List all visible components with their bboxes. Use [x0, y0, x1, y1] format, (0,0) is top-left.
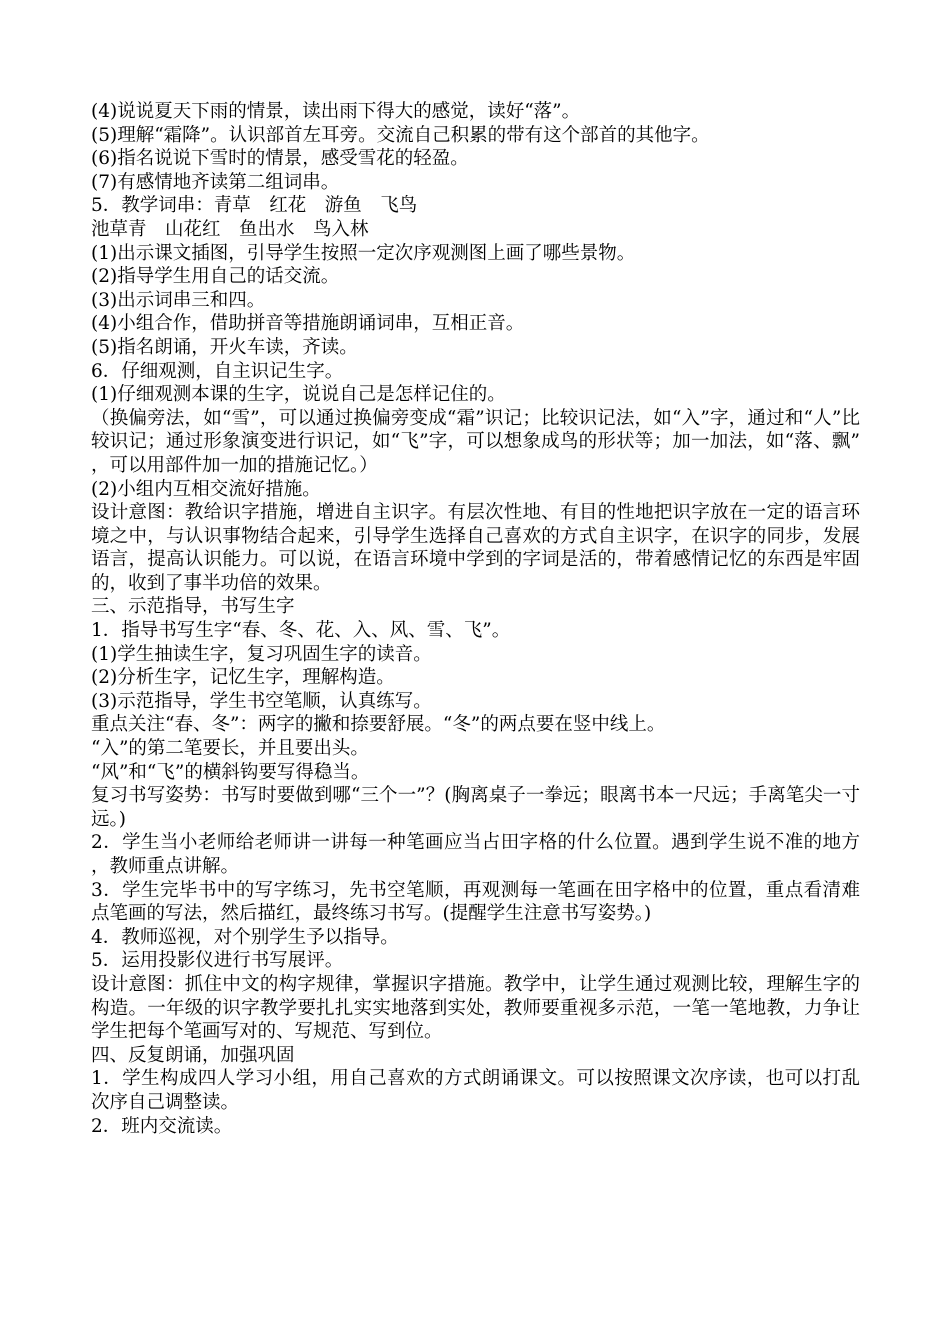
text-line: (2)指导学生用自己的话交流。: [91, 266, 340, 288]
text-line: (1)学生抽读生字，复习巩固生字的读音。: [91, 643, 432, 665]
text-line: 重点关注“春、冬”：两字的撇和捺要舒展。“冬”的两点要在竖中线上。: [91, 714, 666, 736]
design-intent-paragraph: 设计意图：教给识字措施，增进自主识字。有层次性地、有目的性地把识字放在一定的语言环境之中，与认识事物结合起来，引导学生选择自己喜欢的方式自主识字，在识字的同步，发展语言，提高认识能力。可以说，在语言环境中学到的字词是活的，带着感情记忆的东西是牢固的，收到了事半功倍的效果。: [91, 502, 860, 594]
section-heading: 四、反复朗诵，加强巩固: [91, 1044, 295, 1066]
text-line: “入”的第二笔要长，并且要出头。: [91, 738, 369, 760]
design-intent-paragraph: 设计意图：抓住中文的构字规律，掌握识字措施。教学中，让学生通过观测比较，理解生字的构造。一年级的识字教学要扎扎实实地落到实处，教师要重视多示范，一笔一笔地教，力争让学生把每个笔画写对的、写规范、写到位。: [91, 973, 860, 1043]
text-line: (3)出示词串三和四。: [91, 289, 266, 311]
practice-paragraph: 3．学生完毕书中的写字练习，先书空笔顺，再观测每一笔画在田字格中的位置，重点看清难点笔画的写法，然后描红，最终练习书写。(提醒学生注意书写姿势。): [91, 879, 860, 925]
document-page: [91, 100, 860, 1138]
groups-paragraph: 1．学生构成四人学习小组，用自己喜欢的方式朗诵课文。可以按照课文次序读，也可以打乱次序自己调整读。: [91, 1068, 860, 1113]
text-line: 2．班内交流读。: [91, 1115, 233, 1137]
posture-paragraph: 复习书写姿势：书写时要做到哪“三个一”？(胸离桌子一拳远；眼离书本一尺远；手离笔尖一寸远。): [91, 785, 860, 830]
text-line: 5．运用投影仪进行书写展评。: [91, 950, 344, 972]
text-line: 1．指导书写生字“春、冬、花、入、风、雪、飞”。: [91, 620, 511, 642]
text-line: (4)小组合作，借助拼音等措施朗诵词串，互相正音。: [91, 313, 525, 335]
text-line: (4)说说夏天下雨的情景，读出雨下得大的感觉，读好“落”。: [91, 101, 581, 122]
text-line: (2)分析生字，记忆生字，理解构造。: [91, 667, 395, 689]
teacher-paragraph: 2．学生当小老师给老师讲一讲每一种笔画应当占田字格的什么位置。遇到学生说不准的地方，教师重点讲解。: [91, 832, 860, 877]
text-line: (5)指名朗诵，开火车读，齐读。: [91, 336, 358, 358]
text-line: 池草青 山花红 鱼出水 鸟入林: [91, 218, 369, 240]
text-line: (1)仔细观测本课的生字，说说自己是怎样记住的。: [91, 384, 506, 406]
text-line: (3)示范指导，学生书空笔顺，认真练写。: [91, 690, 432, 712]
text-line: 6．仔细观测，自主识记生字。: [91, 360, 344, 382]
text-line: 4．教师巡视，对个别学生予以指导。: [91, 926, 399, 948]
section-heading: 三、示范指导，书写生字: [91, 596, 295, 618]
text-line: (7)有感情地齐读第二组词串。: [91, 171, 340, 193]
text-line: “风”和“飞”的横斜钩要写得稳当。: [91, 761, 370, 783]
text-line: (6)指名说说下雪时的情景，感受雪花的轻盈。: [91, 148, 469, 170]
text-line: (5)理解“霜降”。认识部首左耳旁。交流自己积累的带有这个部首的其他字。: [91, 124, 710, 146]
text-line: (2)小组内互相交流好措施。: [91, 478, 321, 500]
text-line: (1)出示课文插图，引导学生按照一定次序观测图上画了哪些景物。: [91, 242, 636, 264]
text-line: 5．教学词串：青草 红花 游鱼 飞鸟: [91, 195, 418, 217]
hint-paragraph: （换偏旁法，如“雪”，可以通过换偏旁变成“霜”识记；比较识记法，如“入”字，通过和“人”比较识记；通过形象演变进行识记，如“飞”字，可以想象成鸟的形状等；加一加法，如“落、飘”，可以用部件加一加的措施记忆。）: [91, 407, 860, 476]
